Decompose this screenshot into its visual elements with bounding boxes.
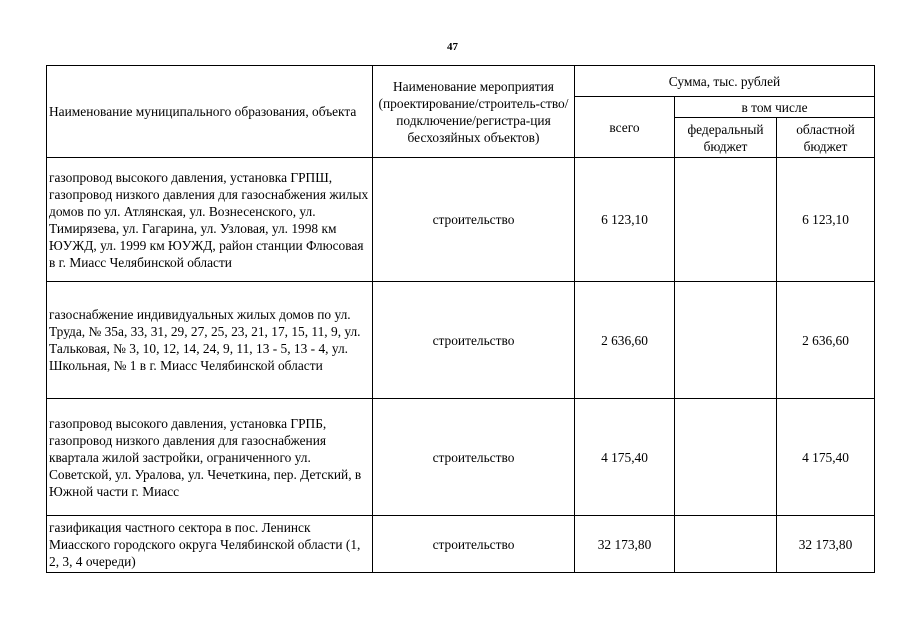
sum-total: 32 173,80 xyxy=(575,516,675,573)
header-federal: федеральный бюджет xyxy=(675,118,777,158)
page-number: 47 xyxy=(447,41,458,53)
table-row xyxy=(47,516,875,573)
header-sum: Сумма, тыс. рублей xyxy=(575,66,875,97)
sum-federal xyxy=(675,282,777,399)
sum-regional: 4 175,40 xyxy=(777,399,875,516)
sum-regional: 2 636,60 xyxy=(777,282,875,399)
object-name: газификация частного сектора в пос. Ленинск Миасского городского округа Челябинской области (1, 2, 3, 4 очереди) xyxy=(47,516,373,573)
header-including: в том числе xyxy=(675,97,875,118)
sum-federal xyxy=(675,158,777,282)
header-event: Наименование мероприятия (проектирование/строитель-ство/подключение/регистра-ция бесхозяйных объектов) xyxy=(373,66,575,158)
object-name: газоснабжение индивидуальных жилых домов по ул. Труда, № 35а, 33, 31, 29, 27, 25, 23, 21, 17, 15, 11, 9, ул. Тальковая, № 3, 10, 12, 14, 24, 9, 11, 13 - 5, 13 - 4, ул. Школьная, № 1 в г. Миасс Челябинской области xyxy=(47,282,373,399)
header-regional: областной бюджет xyxy=(777,118,875,158)
table-row xyxy=(47,399,875,516)
sum-total: 4 175,40 xyxy=(575,399,675,516)
event-type: строительство xyxy=(373,282,575,399)
event-type: строительство xyxy=(373,516,575,573)
event-type: строительство xyxy=(373,158,575,282)
sum-federal xyxy=(675,516,777,573)
header-total: всего xyxy=(575,97,675,158)
header-row-1 xyxy=(47,66,875,97)
object-name: газопровод высокого давления, установка ГРПШ, газопровод низкого давления для газоснабжения жилых домов по ул. Атлянская, ул. Вознесенского, ул. Тимирязева, ул. Гагарина, ул. Узловая, ул. 1998 км ЮУЖД, ул. 1999 км ЮУЖД, район станции Флюсовая в г. Миасс Челябинской области xyxy=(47,158,373,282)
table-row xyxy=(47,282,875,399)
sum-regional: 6 123,10 xyxy=(777,158,875,282)
sum-federal xyxy=(675,399,777,516)
event-type: строительство xyxy=(373,399,575,516)
header-name: Наименование муниципального образования, объекта xyxy=(47,66,373,158)
object-name: газопровод высокого давления, установка ГРПБ, газопровод низкого давления для газоснабжения квартала жилой застройки, ограниченного ул. Советской, ул. Уралова, ул. Чечеткина, пер. Детский, в Южной части г. Миасс xyxy=(47,399,373,516)
table-row xyxy=(47,158,875,282)
funding-table xyxy=(46,65,875,573)
sum-regional: 32 173,80 xyxy=(777,516,875,573)
sum-total: 6 123,10 xyxy=(575,158,675,282)
sum-total: 2 636,60 xyxy=(575,282,675,399)
